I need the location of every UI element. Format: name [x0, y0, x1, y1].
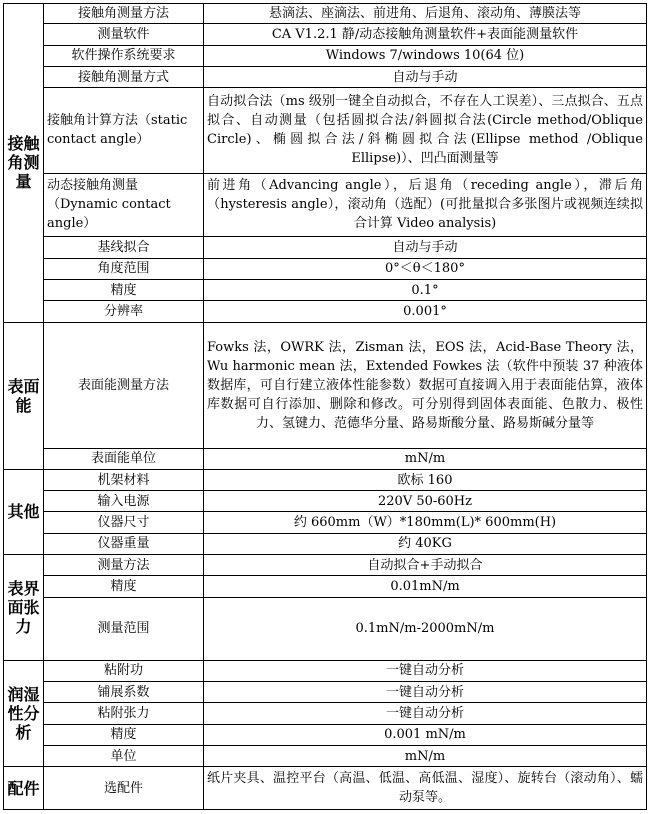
row-label: 粘附张力: [44, 703, 204, 724]
table-row: [4, 469, 647, 490]
row-label: 单位: [44, 745, 204, 766]
category-interfacial-tension: 表界面张力: [4, 555, 44, 661]
row-value: 纸片夹具、温控平台（高温、低温、高低温、湿度）、旋转台（滚动角）、蠕动泵等。: [204, 767, 647, 810]
row-value: 约 40KG: [204, 533, 647, 554]
row-label: 角度范围: [44, 258, 204, 279]
row-value: 自动与手动: [204, 66, 647, 87]
row-value: CA V1.2.1 静/动态接触角测量软件+表面能测量软件: [204, 24, 647, 45]
table-row: [4, 24, 647, 45]
row-value: 自动与手动: [204, 237, 647, 258]
table-row: [4, 322, 647, 448]
table-row: [4, 301, 647, 322]
table-row: [4, 745, 647, 766]
table-row: [4, 555, 647, 576]
row-value: 0.001°: [204, 301, 647, 322]
row-value: 悬滴法、座滴法、前进角、后退角、滚动角、薄膜法等: [204, 4, 647, 24]
row-value: 0.1mN/m-2000mN/m: [204, 597, 647, 660]
category-wettability: 润湿性分析: [4, 660, 44, 767]
row-label: 仪器重量: [44, 533, 204, 554]
row-label: 接触角测量方法: [44, 4, 204, 24]
row-value: 一键自动分析: [204, 660, 647, 681]
table-row: [4, 724, 647, 745]
row-label: 精度: [44, 576, 204, 597]
row-label: 表面能单位: [44, 448, 204, 469]
row-value: 欧标 160: [204, 469, 647, 490]
spec-table: [3, 3, 647, 810]
row-value: 0°＜θ＜180°: [204, 258, 647, 279]
table-row: [4, 66, 647, 87]
row-value: Fowks 法，OWRK 法，Zisman 法，EOS 法，Acid-Base Theory 法，Wu harmonic mean 法，Extended Fowkes 法（软件中预装 37 种液体数据库，可自行建立液体性能参数）数据可直接调入用于表面能估算，液体库数据可自行添加、删除和修改。可分别得到固体表面能、色散力、极性力、氢键力、范德华分量、路易斯酸分量、路易斯碱分量等: [204, 322, 647, 448]
row-label: 精度: [44, 724, 204, 745]
table-row: [4, 660, 647, 681]
row-value: 前进角（Advancing angle），后退角（receding angle），滞后角（hysteresis angle），滚动角（选配）(可批量拟合多张图片或视频连续拟合计算 Video analysis): [204, 173, 647, 237]
table-row: [4, 280, 647, 301]
row-label: 机架材料: [44, 469, 204, 490]
row-label: 输入电源: [44, 491, 204, 512]
table-row: [4, 45, 647, 66]
row-label: 测量方法: [44, 555, 204, 576]
table-row: [4, 681, 647, 702]
row-value: 自动拟合+手动拟合: [204, 555, 647, 576]
category-contact-angle: 接触角测量: [4, 4, 44, 323]
row-value: mN/m: [204, 448, 647, 469]
row-label: 选配件: [44, 767, 204, 810]
row-label: 分辨率: [44, 301, 204, 322]
table-row: [4, 767, 647, 810]
row-label: 测量软件: [44, 24, 204, 45]
row-label: 粘附功: [44, 660, 204, 681]
table-row: [4, 4, 647, 24]
table-row: [4, 448, 647, 469]
category-other: 其他: [4, 469, 44, 554]
row-value: Windows 7/windows 10(64 位): [204, 45, 647, 66]
table-row: [4, 491, 647, 512]
table-row: [4, 597, 647, 660]
row-label: 软件操作系统要求: [44, 45, 204, 66]
row-label: 接触角计算方法（static contact angle）: [44, 88, 204, 173]
row-value: mN/m: [204, 745, 647, 766]
row-value: 0.001 mN/m: [204, 724, 647, 745]
row-label: 接触角测量方式: [44, 66, 204, 87]
row-value: 一键自动分析: [204, 681, 647, 702]
row-value: 自动拟合法（ms 级别一键全自动拟合，不存在人工误差）、三点拟合、五点拟合、自动测量（包括圆拟合法/斜圆拟合法(Circle method/Oblique Circle)、椭圆拟合法/斜椭圆拟合法(Ellipse method /Oblique Ellipse)）、凹凸面测量等: [204, 88, 647, 173]
row-value: 0.01mN/m: [204, 576, 647, 597]
row-label: 铺展系数: [44, 681, 204, 702]
category-surface-energy: 表面能: [4, 322, 44, 469]
row-label: 仪器尺寸: [44, 512, 204, 533]
table-row: [4, 533, 647, 554]
row-label: 表面能测量方法: [44, 322, 204, 448]
table-row: [4, 576, 647, 597]
table-row: [4, 258, 647, 279]
table-row: [4, 703, 647, 724]
row-label: 精度: [44, 280, 204, 301]
row-value: 0.1°: [204, 280, 647, 301]
row-value: 220V 50-60Hz: [204, 491, 647, 512]
table-row: [4, 512, 647, 533]
row-label: 动态接触角测量（Dynamic contact angle）: [44, 173, 204, 237]
category-accessories: 配件: [4, 767, 44, 810]
row-label: 基线拟合: [44, 237, 204, 258]
table-row: [4, 173, 647, 237]
row-value: 一键自动分析: [204, 703, 647, 724]
row-value: 约 660mm（W）*180mm(L)* 600mm(H): [204, 512, 647, 533]
table-row: [4, 237, 647, 258]
table-row: [4, 88, 647, 173]
row-label: 测量范围: [44, 597, 204, 660]
